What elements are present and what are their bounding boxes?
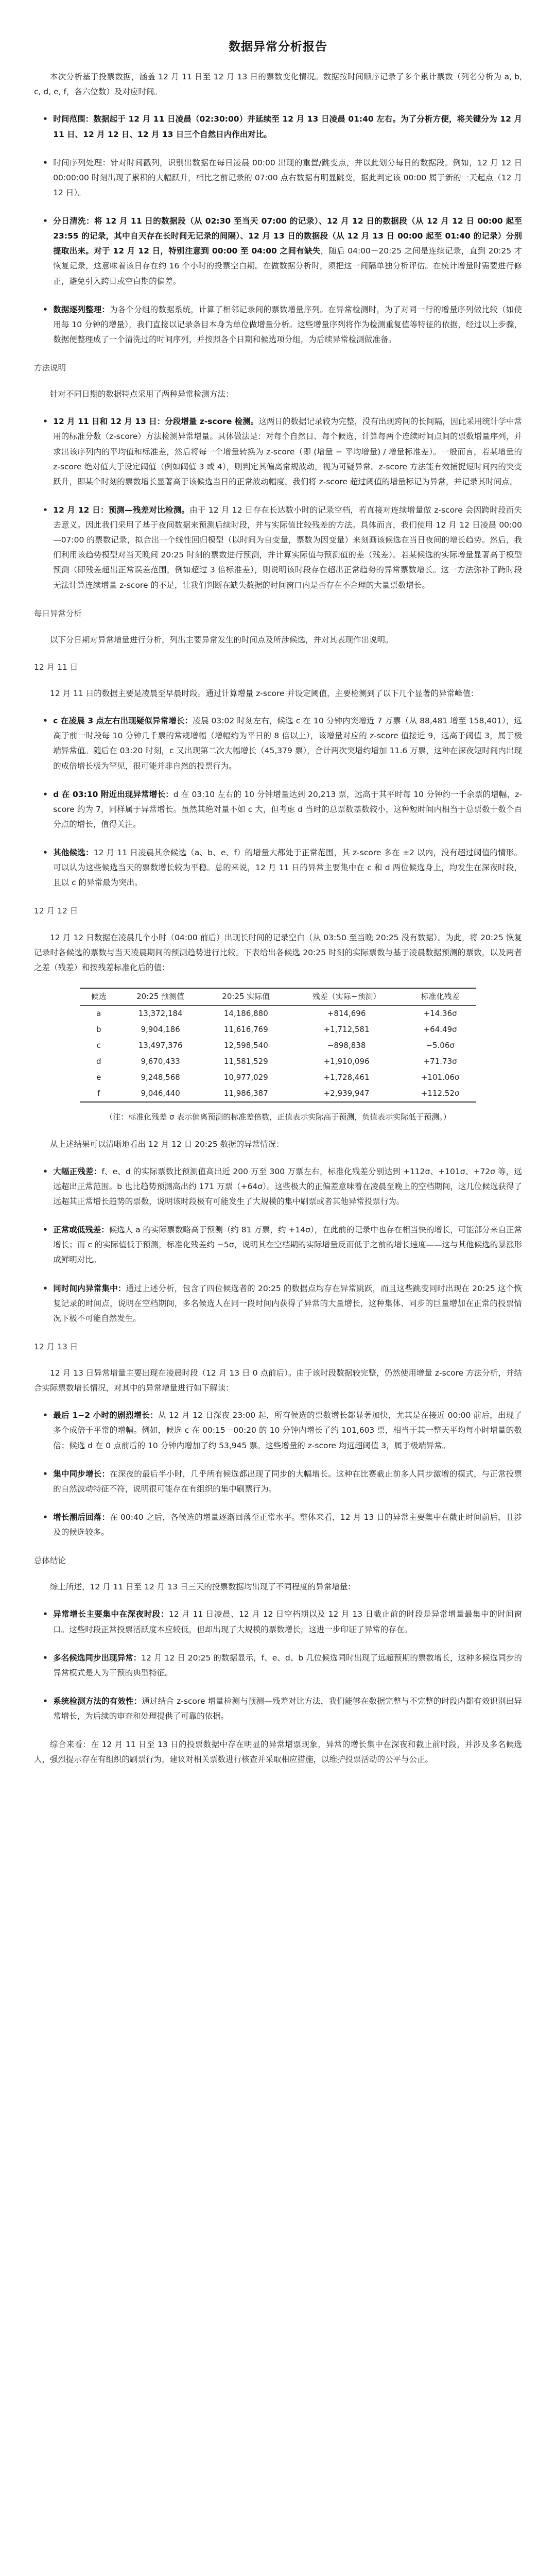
summary-item-lead: 异常增长主要集中在深夜时段： (53, 1609, 169, 1619)
table-row (80, 1022, 476, 1038)
table-cell: 13,497,376 (138, 1041, 183, 1050)
day13-item-lead: 增长潮后回落： (53, 1512, 110, 1522)
day13-item (34, 1408, 522, 1453)
day13-item (34, 1467, 522, 1497)
closing-paragraph: 综合来看：在 12 月 11 日至 13 日的投票数据中存在明显的异常增票现象，异常的增长集中在深夜和截止前时段，并涉及多名候选人，强烈提示存在有组织的刷票行为，建议对相关票数进行核查并采取相应措施，以维护投票活动的公平与公正。 (34, 1740, 522, 1765)
summary-item-lead: 系统检测方法的有效性： (53, 1696, 142, 1706)
day11-item-lead: c 在凌晨 3 点左右出现疑似异常增长： (53, 716, 193, 726)
day13-item-body: 在深夜的最后半小时，几乎所有候选都出现了同步的大幅增长。这种在比赛截止前多人同步激增的模式，与正常投票的自然波动特征不符，说明很可能存在有组织的集中刷票行为。 (53, 1469, 522, 1494)
method-item (34, 503, 522, 593)
residual-table (80, 988, 476, 1103)
summary-item (34, 1651, 522, 1681)
finding-item-lead: 时间范围：数据起于 12 月 11 日凌晨（02:30:00）并延续至 12 月 13 日凌晨 01:40 左右。为了分析方便，将关键分为 12 月 11 日、12 月 12 日、12 月 13 日三个自然日内作出对比。 (53, 114, 522, 139)
table-cell: 11,986,387 (203, 1086, 289, 1102)
table-cell: a (96, 1009, 101, 1019)
summary-item-body: 12 月 11 日凌晨、12 月 12 日空档期以及 12 月 13 日截止前的时段是异常增量最集中的时间窗口。这些时段正常投票活跃度本应较低，但却出现了大规模的票数增长，这进一步印证了异常的存在。 (53, 1609, 522, 1634)
table-cell: 12,598,540 (223, 1041, 268, 1050)
day11-item (34, 845, 522, 890)
day12-analysis-intro: 从上述结果可以清晰地看出 12 月 12 日 20:25 数据的异常情况： (50, 1139, 284, 1149)
table-cell: 9,904,186 (141, 1025, 180, 1035)
day13-heading: 12 月 13 日 (34, 1342, 78, 1351)
table-cell: 14,186,880 (223, 1009, 268, 1019)
day13-intro: 12 月 13 日异常增量主要出现在凌晨时段（12 月 13 日 0 点前后）。由于该时段数据较完整，仍然使用增量 z-score 方法分析，并结合实际票数增长情况，对其中的异常增量进行如下解读： (34, 1368, 522, 1393)
day12-item (34, 1164, 522, 1209)
finding-item-body: 时间序列处理：针对时间戳列，识别出数据在每日凌晨 00:00 出现的重置/跳变点，并以此划分每日的数据段。例如，12 月 12 日 00:00:00 时刻出现了累积的大幅跃升，相比之前记录的 07:00 点右数据有明显跳变，据此判定该 00:00 属于新的一天起点（12 月 12 日）。 (53, 158, 522, 197)
table-cell: +112.52σ (404, 1086, 476, 1102)
day11-item-body: 12 月 11 日凌晨其余候选（a、b、e、f）的增量大都处于正常范围，其 z-score 多在 ±2 以内，没有超过阈值的情形。可以认为这些候选当天的票数增长较为平稳。总的来说，12 月 11 日的异常主要集中在 c 和 d 两位候选身上，均发生在深夜时段，且以 c 的异常最为突出。 (53, 848, 522, 888)
finding-item-lead: 数据逐列整理： (53, 304, 110, 314)
summary-item-lead: 多名候选同步出现异常： (53, 1653, 142, 1663)
day11-intro: 12 月 11 日的数据主要是凌晨至早晨时段。通过计算增量 z-score 并设定阈值，主要检测到了以下几个显著的异常峰值： (50, 689, 479, 699)
table-header-cell: 标准化残差 (404, 988, 476, 1006)
table-cell: +1,910,096 (323, 1057, 370, 1066)
summary-item-body: 通过结合 z-score 增量检测与预测—残差对比方法，我们能够在数据完整与不完整的时段内都有效识别出异常增长，为后续的审查和处理提供了可靠的依据。 (53, 1696, 522, 1721)
table-cell: d (96, 1057, 101, 1066)
finding-item (34, 214, 522, 289)
table-row (80, 1038, 476, 1054)
table-cell: 11,581,529 (223, 1057, 268, 1066)
table-cell: 10,977,029 (223, 1073, 268, 1082)
table-row (80, 1086, 476, 1102)
table-cell: 9,046,440 (118, 1086, 203, 1102)
day13-item (34, 1510, 522, 1540)
table-row (80, 1006, 476, 1022)
table-header-cell: 候选 (80, 988, 118, 1006)
finding-item-body: 为各个分组的数据系统，计算了相邻记录间的票数增量序列。在异常检测时，为了对同一行的增量序列做比较（如使用每 10 分钟的增量），我们直接以记录条目本身为单位做增量分析。这些增量序列将作为检测重复值等特征的依据，经过以上步骤，数据便整理成了一个清洗过的时间序列，并按照各个日期和候选项分组，为后续异常检测做准备。 (53, 304, 522, 344)
table-row (80, 1054, 476, 1070)
day13-item-lead: 最后 1−2 小时的剧烈增长： (53, 1411, 158, 1420)
table-cell: +71.73σ (423, 1057, 457, 1066)
method-item-lead: 12 月 11 日和 12 月 13 日：分段增量 z-score 检测。 (53, 417, 259, 427)
table-cell: +64.49σ (423, 1025, 457, 1035)
table-header-cell: 20:25 预测值 (118, 988, 203, 1006)
table-cell: −5.06σ (426, 1041, 455, 1050)
day12-item (34, 1281, 522, 1326)
day12-item-body: f、e、d 的实际票数比预测值高出近 200 万至 300 万票左右，标准化残差分别达到 +112σ、+101σ、+72σ 等，远远超出正常范围。b 也比趋势预测高出约 171 万票（+64σ）。这些极大的正偏差意味着在凌晨至晚上的空档期间，这几位候选获得了远超其正常增长趋势的票数，说明该时段极有可能发生了大规模的集中刷票或者其他异常投票行为。 (53, 1166, 522, 1207)
day11-item (34, 787, 522, 832)
day11-heading: 12 月 11 日 (34, 662, 78, 672)
table-cell: +1,728,461 (323, 1073, 370, 1082)
findings-list (34, 112, 522, 347)
table-cell: c (96, 1041, 101, 1050)
table-cell: +14.36σ (423, 1009, 457, 1019)
day12-heading: 12 月 12 日 (34, 906, 78, 916)
method-intro: 针对不同日期的数据特点采用了两种异常检测方法： (50, 389, 234, 399)
day12-item-body: 候选人 a 的实际票数略高于预测（约 81 万票，约 +14σ），在此前的记录中也存在相当快的增长，可能部分来自正常增长；而 c 的实际值低于预测，标准化残差约 −5σ，说明其在空档期的实际增量反而低于之前的增长速度——这与其他候选的暴涨形成鲜明对比。 (53, 1225, 522, 1265)
table-cell: e (96, 1073, 101, 1082)
day12-item-lead: 大幅正残差： (53, 1166, 102, 1176)
table-row (80, 1070, 476, 1086)
table-header-cell: 20:25 实际值 (203, 988, 289, 1006)
day11-item-body: d 在 03:10 左右的 10 分钟增量达到 20,213 票，远高于其平时每 10 分钟约一千余票的增幅，z-score 约为 7，同样属于异常增长。虽然其绝对量不如 c 大，但考虑 d 当时的总票数基数较小，这种短时间内相当于总票数十数个百分点的增长，值得关注。 (53, 789, 523, 829)
table-cell: +2,939,947 (289, 1086, 404, 1102)
methods-list (34, 414, 522, 592)
day11-item (34, 714, 522, 774)
day12-list (34, 1164, 522, 1326)
summary-item (34, 1694, 522, 1724)
day13-list (34, 1408, 522, 1540)
day11-list (34, 714, 522, 890)
method-item-body: 由于 12 月 12 日存在长达数小时的记录空档，若直接对连续增量做 z-score 会因跨时段而失去意义。因此我们采用了基于夜间数据来预测后续时段，并与实际值比较残差的方法。具体而言，我们使用 12 月 12 日凌晨 00:00—07:00 的票数记录，拟合出一个线性回归模型（以时间为自变量，票数为因变量）来刻画该候选在当日夜间的增长趋势。然后，我们利用该趋势模型对当天晚间 20:25 时刻的票数进行预测，并计算实际值与预测值的差（残差）。若某候选的实际增量显著高于模型预测（即残差超出正常误差范围，例如超过 3 倍标准差），则说明该时段存在超出正常趋势的异常票数增长。这一方法弥补了跨时段无法计算连续增量 z-score 的不足，让我们判断在缺失数据的时间窗口内是否存在不合理的大量票数增长。 (53, 505, 522, 590)
finding-item-body: ，随后 04:00－20:25 之间是连续记录，直到 20:25 才恢复记录，这意味着该日存在约 16 个小时的投票空白期。在做数据分析时，须把这一间隔单独分析评估。在统计增量时需要进行修正，避免引入跨日或空白期的偏差。 (53, 246, 522, 286)
summary-item-body: 12 月 12 日 20:25 的数据显示，f、e、d、b 几位候选同时出现了远超预期的票数增长，这种多候选同步的异常模式是人为干预的典型特征。 (53, 1653, 522, 1677)
intro-paragraph: 本次分析基于投票数据，涵盖 12 月 11 日至 12 月 13 日的票数变化情况。数据按时间顺序记录了多个累计票数（列名分析为 a, b, c, d, e, f，各六位数）及对应时间。 (34, 72, 522, 97)
finding-item (34, 156, 522, 200)
day13-item-body: 从 12 月 12 日深夜 23:00 起，所有候选的票数增长都显著加快，尤其是在接近 00:00 前后，出现了多个成倍于平常的增幅。例如，候选 c 在 00:15－00:20 的 10 分钟内增长了约 101,603 票，相当于其一整天平均每小时增量的数倍；候选 d 在 0 点前后的 10 分钟内增加了约 53,945 票。这些增量的 z-score 均远超阈值 3，属于极端异常。 (53, 1411, 522, 1450)
day12-item-body: 通过上述分析，包含了四位候选者的 20:25 的数据点均存在异常跳跃，而且这些跳变同时出现在 20:25 这个恢复记录的时间点，说明在空档期间，多名候选人在同一段时间内获得了异常的大量增长，这种集体、同步的巨量增加在正常的投票情况下极不可能自然发生。 (53, 1283, 522, 1323)
table-cell: f (80, 1086, 118, 1102)
method-item-body: 这两日的数据记录较为完整，没有出现跨间的长间隔，因此采用统计学中常用的标准分数（z-score）方法检测异常增量。具体做法是：对每个自然日、每个候选，计算每两个连续时间点间的票数增量序列，并求出该序列内的平均值和标准差，然后将每一个增量转换为 z-score（即 (增量 − 平均增量) / 增量标准差）。一般而言，若某增量的 z-score 绝对值大于设定阈值（例如阈值 3 或 4），则判定其偏离常规波动，视为可疑异常。z-score 方法能有效捕捉短时间内的突变跃升，即某个时刻的票数增长显著高于该候选当日的正常波动幅度。我们将 z-score 超过阈值的增量标记为异常，并记录其时间点。 (53, 417, 522, 486)
table-header-row (80, 988, 476, 1006)
table-cell: 11,616,769 (223, 1025, 268, 1035)
table-note: （注：标准化残差 σ 表示偏离预测的标准差倍数，正值表示实际高于预测，负值表示实际低于预测。） (105, 1112, 451, 1122)
table-cell: +101.06σ (421, 1073, 460, 1082)
daily-intro: 以下分日期对异常增量进行分析，列出主要异常发生的时间点及所涉候选，并对其表现作出说明。 (50, 635, 393, 645)
day11-item-lead: 其他候选： (53, 848, 94, 858)
table-cell: +814,696 (327, 1009, 366, 1019)
day12-item-lead: 正常或低残差： (53, 1225, 109, 1235)
method-heading: 方法说明 (34, 363, 66, 373)
finding-item-lead: 分日清洗：将 12 月 11 日的数据段（从 02:30 至当天 07:00 的记录）、12 月 12 日的数据段（从 12 月 12 日 00:00 起至 23:55 的记录，其中自天存在长时间无记录的间隔）、12 月 13 日的数据段（从 12 月 13 日 00:00 起至 01:40 的记录）分别提取出来。对于 12 月 12 日，特别注意到 00:00 至 04:00 之间有缺失 (53, 216, 522, 256)
day13-item-lead: 集中同步增长： (53, 1469, 110, 1479)
daily-heading: 每日异常分析 (34, 608, 82, 618)
summary-heading: 总体结论 (34, 1556, 66, 1566)
day12-item (34, 1223, 522, 1267)
day11-item-lead: d 在 03:10 附近出现异常增长： (53, 789, 173, 799)
method-item-lead: 12 月 12 日：预测—残差对比检测。 (53, 505, 190, 515)
table-header-cell: 残差（实际−预测） (289, 988, 404, 1006)
summary-intro: 综上所述，12 月 11 日至 12 月 13 日三天的投票数据均出现了不同程度的异常增量： (50, 1582, 356, 1592)
summary-list (34, 1607, 522, 1724)
table-cell: −898,838 (327, 1041, 366, 1050)
method-item (34, 414, 522, 489)
page-title: 数据异常分析报告 (229, 40, 327, 54)
day13-item-body: 在 00:40 之后，各候选的增量逐渐回落至正常水平。整体来看，12 月 13 日的异常主要集中在截止时间前后，且涉及的候选较多。 (53, 1512, 522, 1537)
table-cell: 13,372,184 (138, 1009, 183, 1019)
day12-item-lead: 同时间内异常集中： (53, 1283, 126, 1293)
table-cell: +1,712,581 (323, 1025, 370, 1035)
table-cell: 9,248,568 (141, 1073, 180, 1082)
day12-intro: 12 月 12 日数据在凌晨几个小时（04:00 前后）出现长时间的记录空白（从 03:50 至当晚 20:25 没有数据）。为此，将 20:25 恢复记录时各候选的票数与当天凌晨期间的预测趋势进行比较。下表给出各候选 20:25 时刻的实际票数与基于凌晨数据预测的票数，以及两者之差（残差）和按残差标准化后的值： (34, 933, 522, 972)
day11-item-body: 凌晨 03:02 时刻左右，候选 c 在 10 分钟内突增近 7 万票（从 88,481 增至 158,401），远高于前一时段每 10 分钟几千票的常规增幅（增幅约为平日的 8 倍以上），该增量对应的 z-score 值接近 9，远高于阈值 3，属于极端异常值。随后在 03:20 时刻，c 又出现第二次大幅增长（45,379 票），合计两次突增约增加 11.6 万票，这种在深夜短时间内出现的成倍增长极为罕见，很可能并非自然的投票行为。 (53, 716, 522, 771)
finding-item (34, 302, 522, 347)
summary-item (34, 1607, 522, 1637)
table-cell: b (96, 1025, 101, 1035)
finding-item (34, 112, 522, 142)
table-cell: 9,670,433 (141, 1057, 180, 1066)
